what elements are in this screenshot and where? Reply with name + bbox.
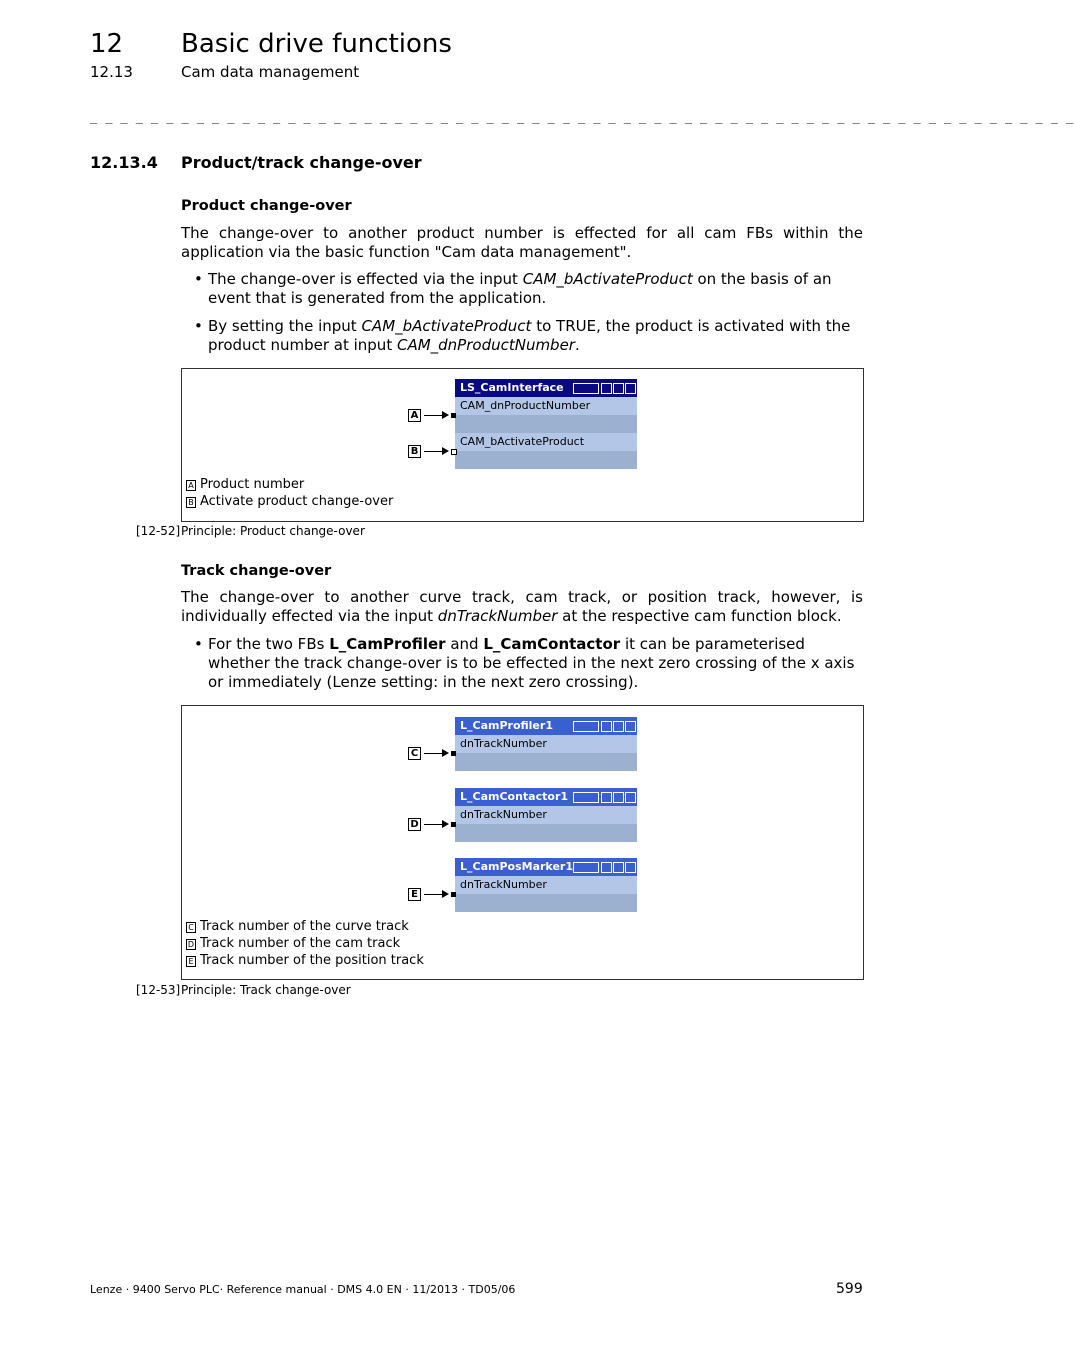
- block-spacer-row: [455, 451, 637, 469]
- arrow-line: [424, 415, 444, 416]
- function-block-title: L_CamContactor1: [455, 788, 637, 806]
- legend-d: D Track number of the cam track: [187, 936, 401, 951]
- input-row-track-number: dnTrackNumber: [455, 876, 637, 894]
- info-icon: [625, 721, 636, 732]
- product-heading: Product change-over: [181, 198, 352, 214]
- pin-filled-icon: [451, 413, 456, 418]
- pin-filled-icon: [451, 892, 456, 897]
- chapter-number: 12: [90, 29, 124, 59]
- section-title: Product/track change-over: [181, 153, 422, 172]
- bullet-marker: •: [194, 270, 203, 288]
- legend-b: B Activate product change-over: [186, 493, 393, 510]
- section-number: 12.13.4: [90, 153, 158, 172]
- function-block-title: LS_CamInterface: [455, 379, 637, 397]
- help-icon: [601, 792, 612, 803]
- label-d: D: [408, 818, 421, 831]
- info-icon: [625, 862, 636, 873]
- figure2-caption-text: Principle: Track change-over: [181, 983, 351, 997]
- block-field-icon: [573, 862, 599, 873]
- info-icon: [625, 792, 636, 803]
- function-block-camprofiler: [455, 717, 637, 771]
- block-spacer-row: [455, 894, 637, 912]
- legend-c: C Track number of the curve track: [186, 918, 409, 935]
- figure-track-changeover: [181, 705, 864, 980]
- grid-icon: [613, 792, 624, 803]
- bullet-marker: •: [194, 635, 203, 653]
- block-field-icon: [573, 792, 599, 803]
- block-field-icon: [573, 383, 599, 394]
- figure-product-changeover: [181, 368, 864, 522]
- footer-document-info: Lenze · 9400 Servo PLC· Reference manual · DMS 4.0 EN · 11/2013 · TD05/06: [90, 1283, 516, 1296]
- function-block-title: L_CamPosMarker1: [455, 858, 637, 876]
- block-spacer-row: [455, 824, 637, 842]
- arrowhead-icon: [442, 820, 449, 828]
- arrow-line: [424, 451, 444, 452]
- arrow-line: [424, 824, 444, 825]
- block-spacer-row: [455, 415, 637, 433]
- grid-icon: [613, 721, 624, 732]
- page-number: 599: [836, 1281, 863, 1297]
- figure1-caption-text: Principle: Product change-over: [181, 524, 365, 538]
- pin-filled-icon: [451, 751, 456, 756]
- grid-icon: [613, 862, 624, 873]
- arrowhead-icon: [442, 749, 449, 757]
- product-paragraph: The change-over to another product number is effected for all cam FBs within the application via the basic function "Cam data management".: [181, 224, 863, 261]
- function-block-camposmarker: [455, 858, 637, 912]
- label-c: C: [408, 747, 421, 760]
- header-divider: _ _ _ _ _ _ _ _ _ _ _ _ _ _ _ _ _ _ _ _ _ _ _ _ _ _ _ _ _ _ _ _ _ _ _ _ _ _ _ _ _ _ _ _ _ _ _ _ _ _ _ _ _ _ _ _ _ _ _ _ _ _ _ _ _: [90, 110, 1074, 124]
- figure2-caption-number: [12-53]: [136, 983, 181, 997]
- legend-e: E Track number of the position track: [186, 952, 424, 969]
- track-paragraph: The change-over to another curve track, cam track, or position track, however, is individually effected via the input dnTrackNumber at the respective cam function block.: [181, 588, 863, 625]
- subchapter-title: Cam data management: [181, 63, 360, 81]
- product-bullet-2: By setting the input CAM_bActivateProduct to TRUE, the product is activated with the product number at input CAM_dnProductNumber.: [208, 317, 851, 354]
- label-b: B: [408, 445, 421, 458]
- arrowhead-icon: [442, 890, 449, 898]
- block-spacer-row: [455, 753, 637, 771]
- arrowhead-icon: [442, 411, 449, 419]
- chapter-title: Basic drive functions: [181, 29, 452, 59]
- subchapter-number: 12.13: [90, 63, 133, 81]
- pin-hollow-icon: [451, 449, 457, 455]
- product-bullet-1: The change-over is effected via the input CAM_bActivateProduct on the basis of an event that is generated from the application.: [208, 270, 832, 307]
- help-icon: [601, 721, 612, 732]
- info-icon: [625, 383, 636, 394]
- function-block-title: L_CamProfiler1: [455, 717, 637, 735]
- input-row-track-number: dnTrackNumber: [455, 806, 637, 824]
- input-row-activate-product: CAM_bActivateProduct: [455, 433, 637, 451]
- track-heading: Track change-over: [181, 563, 332, 579]
- figure1-caption-number: [12-52]: [136, 524, 181, 538]
- label-a: A: [408, 409, 421, 422]
- label-e: E: [408, 888, 421, 901]
- block-field-icon: [573, 721, 599, 732]
- arrow-line: [424, 753, 444, 754]
- help-icon: [601, 383, 612, 394]
- grid-icon: [613, 383, 624, 394]
- legend-a: A Product number: [186, 476, 304, 493]
- function-block-ls-caminterface: [455, 379, 637, 469]
- arrowhead-icon: [442, 447, 449, 455]
- help-icon: [601, 862, 612, 873]
- pin-filled-icon: [451, 822, 456, 827]
- arrow-line: [424, 894, 444, 895]
- bullet-marker: •: [194, 317, 203, 335]
- track-bullet: For the two FBs L_CamProfiler and L_CamContactor it can be parameterised whether the track change-over is to be effected in the next zero crossing of the x axis or immediately (Lenze setting: in the next zero crossing).: [208, 635, 855, 691]
- input-row-track-number: dnTrackNumber: [455, 735, 637, 753]
- function-block-camcontactor: [455, 788, 637, 842]
- input-row-product-number: CAM_dnProductNumber: [455, 397, 637, 415]
